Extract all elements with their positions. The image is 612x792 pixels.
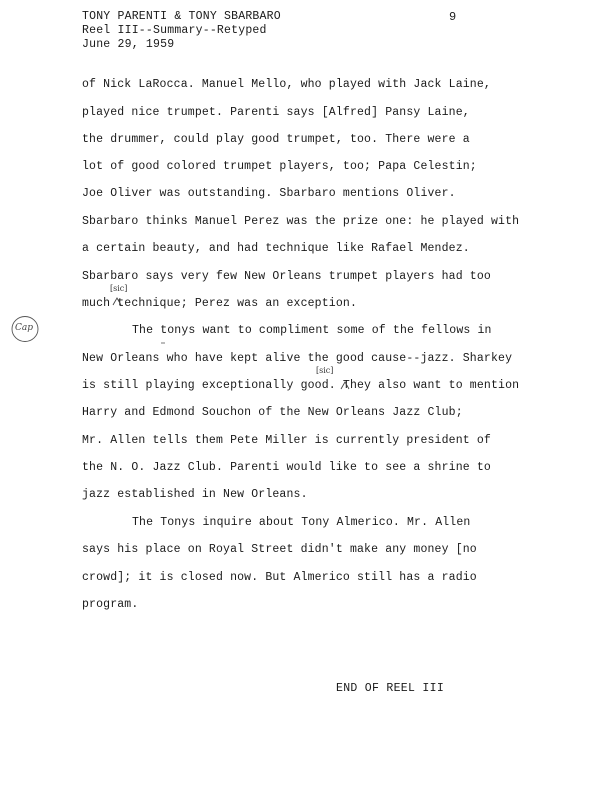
body-line: of Nick LaRocca. Manuel Mello, who played with Jack Laine,	[82, 78, 491, 91]
caret-mark-icon	[112, 296, 122, 306]
stray-mark-icon	[160, 340, 166, 346]
header-date: June 29, 1959	[82, 38, 175, 51]
body-line: Sbarbaro thinks Manuel Perez was the prize one: he played with	[82, 215, 520, 228]
body-line: The tonys want to compliment some of the fellows in	[132, 324, 492, 337]
body-line: played nice trumpet. Parenti says [Alfred] Pansy Laine,	[82, 106, 470, 119]
page-number: 9	[449, 10, 457, 24]
margin-note-circle	[10, 314, 40, 344]
body-line: jazz established in New Orleans.	[82, 488, 308, 501]
end-of-reel: END OF REEL III	[336, 682, 445, 695]
body-line: Harry and Edmond Souchon of the New Orleans Jazz Club;	[82, 406, 463, 419]
body-line: much technique; Perez was an exception.	[82, 297, 357, 310]
body-line: is still playing exceptionally good. They also want to mention	[82, 379, 520, 392]
margin-note-text: Cap	[15, 323, 34, 333]
body-line: a certain beauty, and had technique like Rafael Mendez.	[82, 242, 470, 255]
sic-annotation: [sic]	[316, 366, 334, 375]
body-line: the drummer, could play good trumpet, too. There were a	[82, 133, 470, 146]
body-line: lot of good colored trumpet players, too; Papa Celestin;	[82, 160, 477, 173]
body-line: program.	[82, 598, 139, 611]
header-names: TONY PARENTI & TONY SBARBARO	[82, 10, 281, 23]
body-line: says his place on Royal Street didn't make any money [no	[82, 543, 477, 556]
body-line: Mr. Allen tells them Pete Miller is currently president of	[82, 434, 491, 447]
body-line: Sbarbaro says very few New Orleans trumpet players had too	[82, 270, 491, 283]
sic-annotation: [sic]	[110, 284, 128, 293]
caret-mark-icon	[340, 380, 350, 390]
header-reel: Reel III--Summary--Retyped	[82, 24, 267, 37]
body-line: Joe Oliver was outstanding. Sbarbaro mentions Oliver.	[82, 187, 456, 200]
body-line: The Tonys inquire about Tony Almerico. Mr. Allen	[132, 516, 471, 529]
body-line: crowd]; it is closed now. But Almerico still has a radio	[82, 571, 477, 584]
body-line: New Orleans who have kept alive the good cause--jazz. Sharkey	[82, 352, 513, 365]
body-line: the N. O. Jazz Club. Parenti would like to see a shrine to	[82, 461, 491, 474]
